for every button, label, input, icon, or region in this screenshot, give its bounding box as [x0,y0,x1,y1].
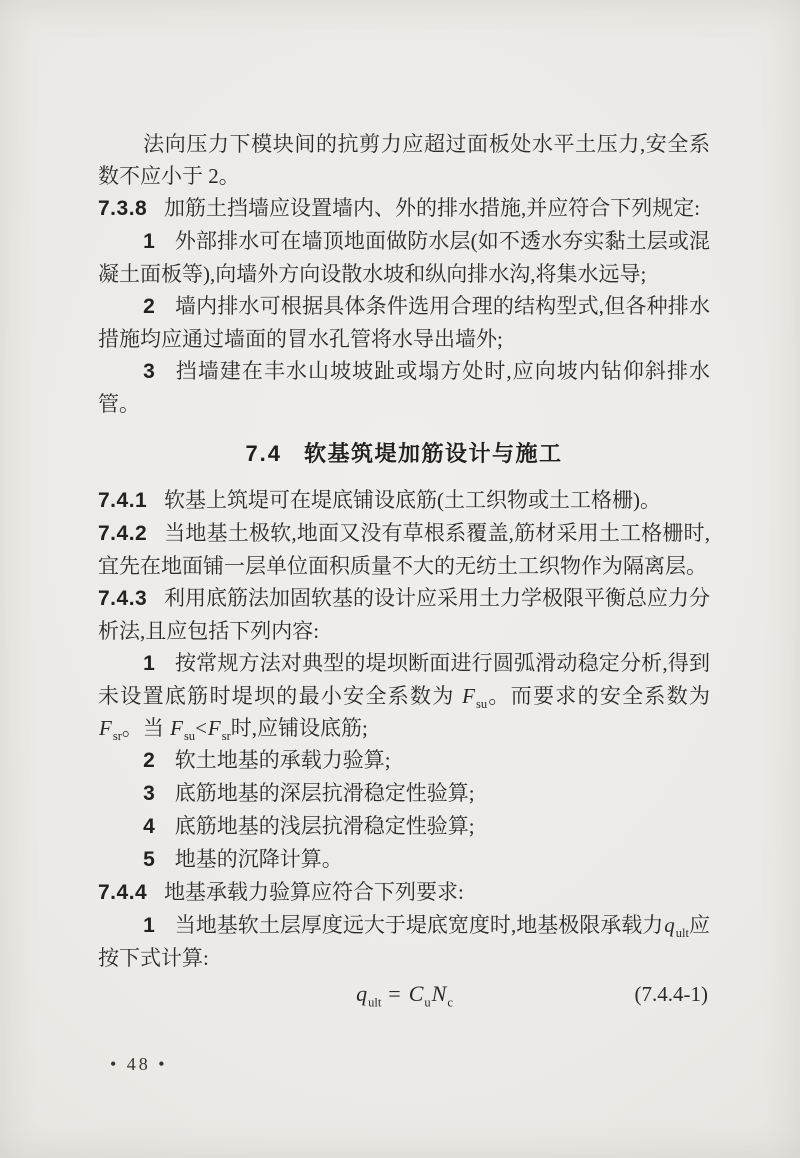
math-sub-c: c [447,995,453,1010]
clause-7-3-8 [98,192,710,225]
clause-7-4-3 [98,582,710,647]
clause-7-4-3-item-4 [98,810,710,843]
item-text-segment: 。而要求的安全系数为 [487,684,711,708]
clause-number: 7.4.4 [98,881,148,904]
clause-7-4-4 [98,876,710,909]
item-text: 底筋地基的浅层抗滑稳定性验算; [174,814,475,838]
clause-7-4-3-item-5 [98,843,710,876]
item-number: 1 [143,652,155,675]
formula-expression [355,981,453,1010]
item-number: 2 [143,749,155,772]
item-number: 5 [143,848,155,871]
item-text-segment: 按常规方法对典型的堤坝断面进行圆弧滑动稳定分析,得到未设置底筋时堤坝的最小安全系数为 [98,651,710,708]
item-number: 1 [143,914,155,937]
clause-text: 当地基土极软,地面又没有草根系覆盖,筋材采用土工格栅时,宜先在地面铺一层单位面积质量不大的无纺土工织物作为隔离层。 [98,521,710,578]
clause-7-4-4-item-1 [98,909,710,974]
paragraph-intro-text: 法向压力下模块间的抗剪力应超过面板处水平土压力,安全系数不应小于 2。 [98,132,710,188]
clause-7-3-8-item-2 [98,290,710,355]
math-var-q: q [356,981,368,1006]
section-number: 7.4 [245,441,283,466]
paragraph-intro [98,128,710,192]
item-text: 软土地基的承载力验算; [174,748,391,772]
clause-number: 7.3.8 [98,197,148,220]
math-var-C: C [408,981,424,1006]
text-block [98,128,710,1010]
clause-7-3-8-item-3 [98,355,710,420]
item-text: 挡墙建在丰水山坡坡趾或塌方处时,应向坡内钻仰斜排水管。 [98,359,710,416]
math-equals: = [388,981,401,1006]
item-number: 3 [143,782,155,805]
clause-7-4-1 [98,484,710,517]
section-heading-7-4 [98,438,710,470]
item-text-segment: 时,应铺设底筋; [230,716,368,740]
clause-7-4-3-item-2 [98,744,710,777]
item-text-segment: 当地基软土层厚度远大于堤底宽度时,地基极限承载力 [174,913,664,937]
formula-7-4-4-1 [98,978,710,1010]
item-text: 地基的沉降计算。 [174,847,343,871]
math-sub-ult: ult [675,926,689,941]
item-number: 3 [143,360,155,383]
clause-number: 7.4.2 [98,522,148,545]
clause-7-4-3-item-1 [98,647,710,744]
math-var-F: F [170,716,183,740]
equation-number: (7.4.4-1) [634,982,708,1006]
math-sub-su: su [476,697,488,712]
item-text: 墙内排水可根据具体条件选用合理的结构型式,但各种排水措施均应通过墙面的冒水孔管将水导出墙外; [98,294,710,351]
math-sub-sr: sr [221,729,231,744]
math-sub-u: u [424,995,431,1010]
clause-7-4-2 [98,517,710,582]
item-number: 2 [143,295,155,318]
item-text: 外部排水可在墙顶地面做防水层(如不透水夯实黏土层或混凝土面板等),向墙外方向设散水坡和纵向排水沟,将集水远导; [98,229,710,286]
math-var-F: F [99,716,112,740]
clause-number: 7.4.1 [98,489,148,512]
clause-text: 利用底筋法加固软基的设计应采用土力学极限平衡总应力分析法,且应包括下列内容: [98,586,711,643]
math-less-than: < [195,716,207,740]
item-number: 4 [143,815,155,838]
math-var-N: N [431,981,447,1006]
page-number: • 48 • [110,1054,168,1074]
clause-text: 加筋土挡墙应设置墙内、外的排水措施,并应符合下列规定: [164,196,701,220]
item-text-segment: 应按下式计算: [98,913,711,970]
math-sub-ult: ult [368,995,382,1010]
item-text-segment: 。当 [121,716,170,740]
clause-text: 软基上筑堤可在堤底铺设底筋(土工织物或土工格栅)。 [164,488,661,512]
math-sub-sr: sr [112,729,122,744]
math-var-q: q [664,913,675,937]
item-text: 底筋地基的深层抗滑稳定性验算; [174,781,475,805]
math-sub-su: su [183,729,196,744]
math-var-F: F [462,684,475,708]
clause-number: 7.4.3 [98,587,148,610]
clause-7-4-3-item-3 [98,777,710,810]
math-var-F: F [207,716,221,740]
section-title: 软基筑堤加筋设计与施工 [304,441,563,466]
item-number: 1 [143,230,155,253]
clause-7-3-8-item-1 [98,225,710,290]
clause-text: 地基承载力验算应符合下列要求: [164,880,464,904]
